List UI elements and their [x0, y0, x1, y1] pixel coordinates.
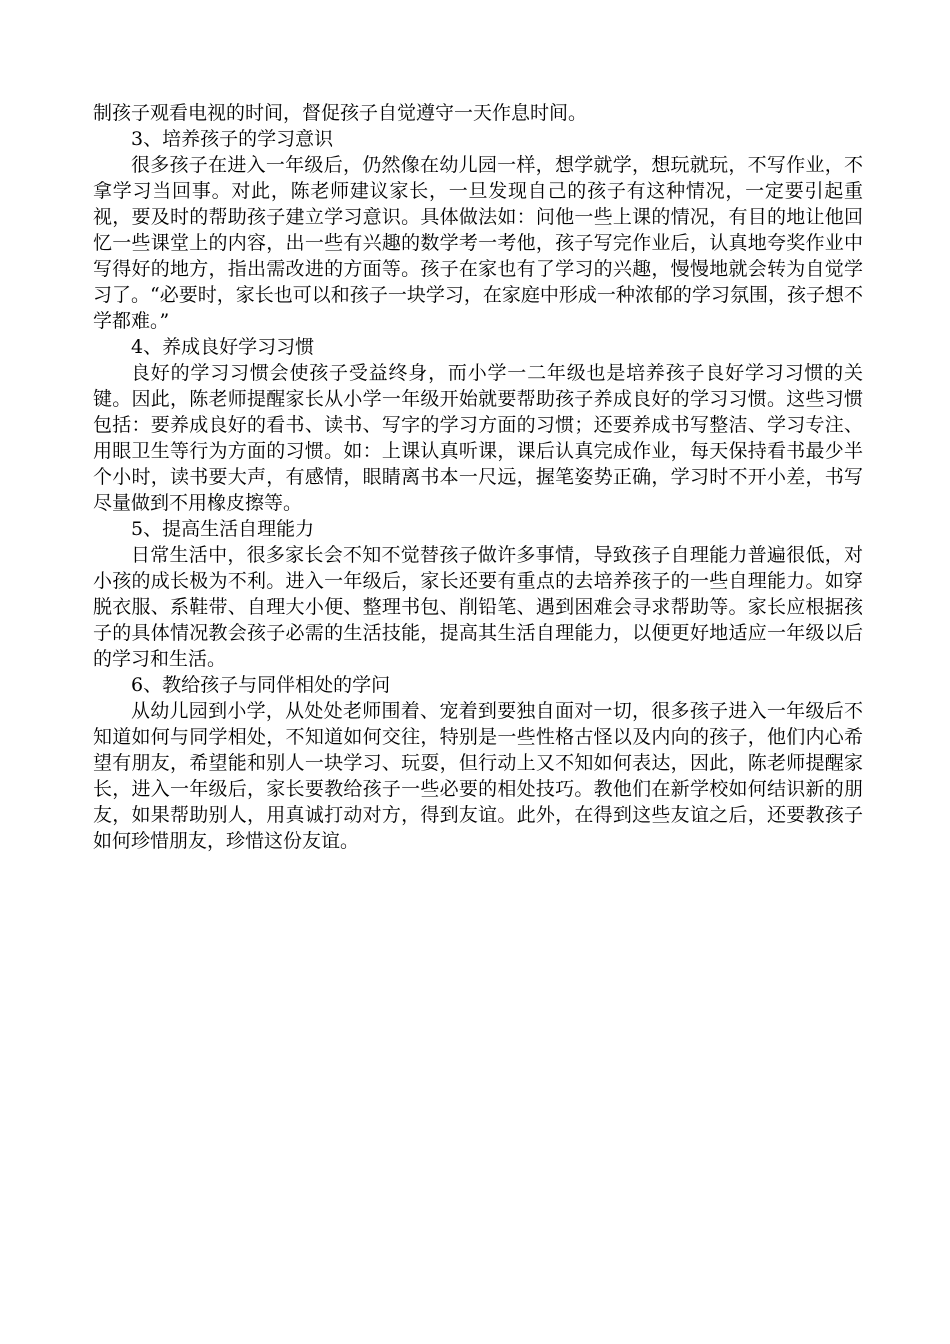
section-heading-6: 6、教给孩子与同伴相处的学问 [131, 674, 391, 696]
section-heading-3: 3、培养孩子的学习意识 [131, 128, 334, 150]
paragraph-self-care: 日常生活中，很多家长会不知不觉替孩子做许多事情，导致孩子自理能力普遍很低，对小孩的成长极为不利。进入一年级后，家长还要有重点的去培养孩子的一些自理能力。如穿脱衣服、系鞋带、自理大小便、整理书包、削铅笔、遇到困难会寻求帮助等。家长应根据孩子的具体情况教会孩子必需的生活技能，提高其生活自理能力，以便更好地适应一年级以后的学习和生活。 [93, 544, 863, 670]
document-body [93, 100, 863, 854]
paragraph-continuation: 制孩子观看电视的时间，督促孩子自觉遵守一天作息时间。 [93, 102, 588, 124]
paragraph-peer-relations: 从幼儿园到小学，从处处老师围着、宠着到要独自面对一切，很多孩子进入一年级后不知道如何与同学相处，不知道如何交往，特别是一些性格古怪以及内向的孩子，他们内心希望有朋友，希望能和别人一块学习、玩耍，但行动上又不知如何表达，因此，陈老师提醒家长，进入一年级后，家长要教给孩子一些必要的相处技巧。教他们在新学校如何结识新的朋友，如果帮助别人，用真诚打动对方，得到友谊。此外，在得到这些友谊之后，还要教孩子如何珍惜朋友，珍惜这份友谊。 [93, 700, 863, 852]
paragraph-learning-awareness: 很多孩子在进入一年级后，仍然像在幼儿园一样，想学就学，想玩就玩，不写作业，不拿学习当回事。对此，陈老师建议家长，一旦发现自己的孩子有这种情况，一定要引起重视，要及时的帮助孩子建立学习意识。具体做法如：问他一些上课的情况，有目的地让他回忆一些课堂上的内容，出一些有兴趣的数学考一考他，孩子写完作业后，认真地夸奖作业中写得好的地方，指出需改进的方面等。孩子在家也有了学习的兴趣，慢慢地就会转为自觉学习了。“必要时，家长也可以和孩子一块学习，在家庭中形成一种浓郁的学习氛围，孩子想不学都难。” [93, 154, 863, 332]
section-heading-5: 5、提高生活自理能力 [131, 518, 315, 540]
section-heading-4: 4、养成良好学习习惯 [131, 336, 315, 358]
paragraph-study-habits: 良好的学习习惯会使孩子受益终身，而小学一二年级也是培养孩子良好学习习惯的关键。因此，陈老师提醒家长从小学一年级开始就要帮助孩子养成良好的学习习惯。这些习惯包括：要养成良好的看书、读书、写字的学习方面的习惯；还要养成书写整洁、学习专注、用眼卫生等行为方面的习惯。如：上课认真听课，课后认真完成作业，每天保持看书最少半个小时，读书要大声，有感情，眼睛离书本一尺远，握笔姿势正确，学习时不开小差，书写尽量做到不用橡皮擦等。 [93, 362, 863, 514]
